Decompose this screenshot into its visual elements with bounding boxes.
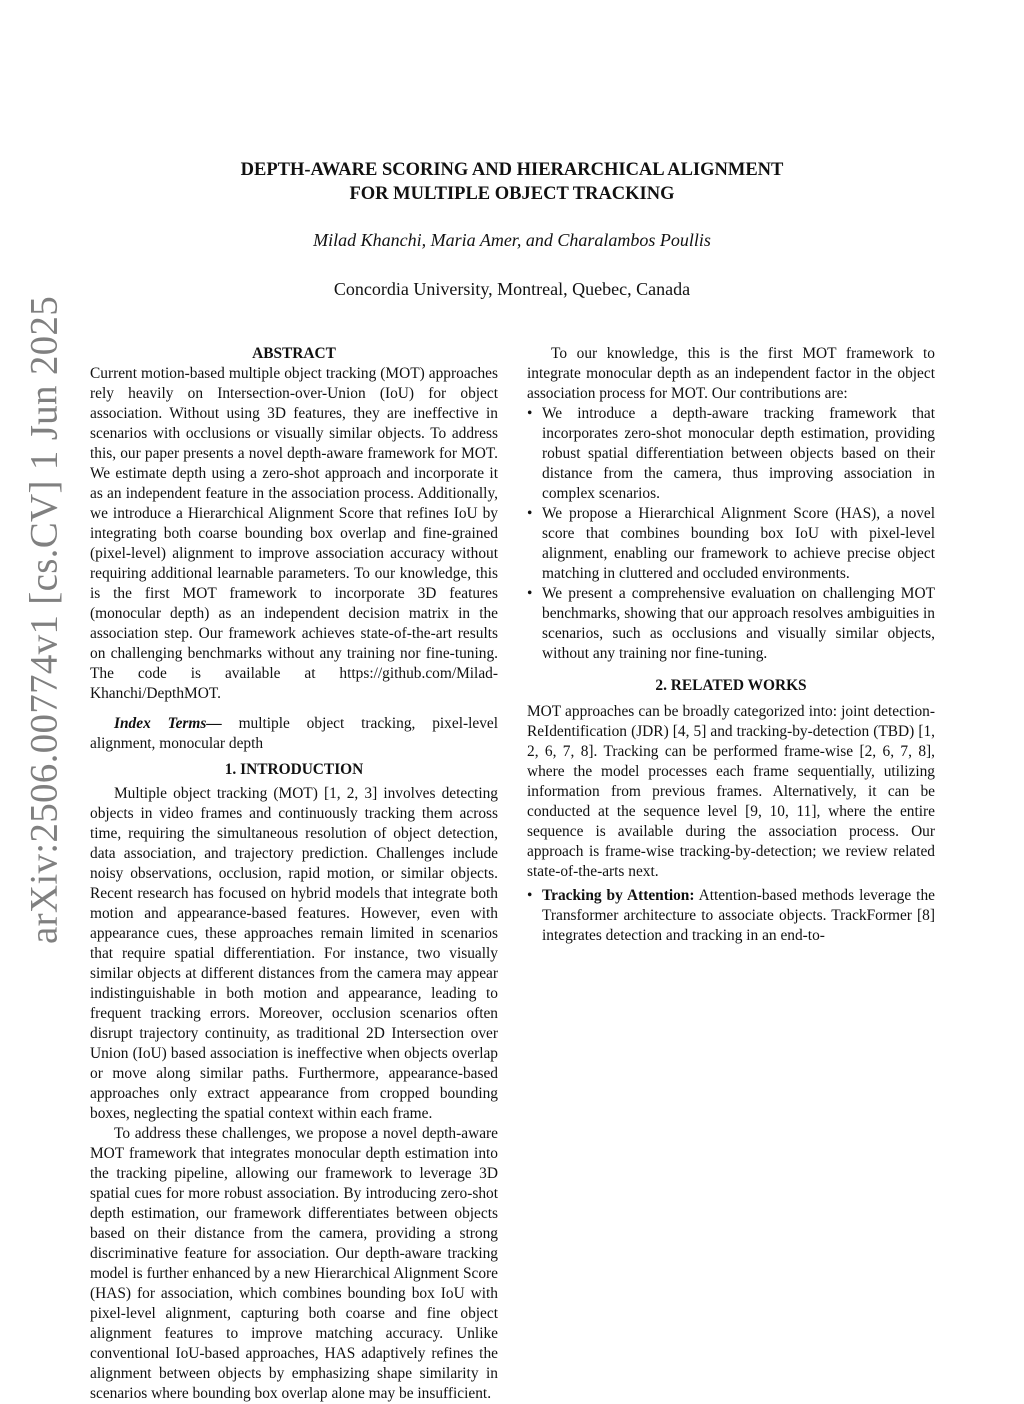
related-works-list [527,886,935,946]
paper-title [130,158,894,206]
introduction-paragraph-3: To our knowledge, this is the first MOT framework to integrate monocular depth as an independent factor in the object association process for MOT. Our contributions are: [527,345,935,402]
contributions-list [527,404,935,664]
contribution-item: • We present a comprehensive evaluation on challenging MOT benchmarks, showing that our approach resolves ambiguities in scenarios, such as occlusions and visually similar objects, without any training nor fine-tuning. [527,584,935,664]
introduction-paragraph-2: To address these challenges, we propose a novel depth-aware MOT framework that integrates monocular depth estimation into the tracking pipeline, allowing our framework to leverage 3D spatial cues for more robust association. By introducing zero-shot depth estimation, our framework differentiates between objects based on their distance from the camera, providing a strong discriminative feature for association. Our depth-aware tracking model is further enhanced by a new Hierarchical Alignment Score (HAS) for association, which combines bounding box IoU with pixel-level alignment, capturing both coarse and fine object alignment features to improve matching accuracy. Unlike conventional IoU-based approaches, HAS adaptively refines the alignment between objects by emphasizing shape similarity in scenarios where bounding box overlap alone may be insufficient. [90,1125,498,1402]
title-line-1: DEPTH-AWARE SCORING AND HIERARCHICAL ALIGNMENT [240,160,784,180]
title-line-2: FOR MULTIPLE OBJECT TRACKING [349,184,675,204]
index-terms-text: multiple object tracking, pixel-level alignment, monocular depth [90,715,498,752]
related-works-item-label: Tracking by Attention: [542,887,695,904]
related-works-heading: 2. RELATED WORKS [655,677,807,694]
related-works-item-text: Attention-based methods leverage the Transformer architecture to associate objects. TrackFormer [8] integrates detection and tracking in an end-to- [542,887,935,944]
authors: Milad Khanchi, Maria Amer, and Charalambos Poullis [313,230,711,250]
arxiv-identifier: arXiv:2506.00774v1 [cs.CV] 1 Jun 2025 [22,295,66,945]
abstract-heading: ABSTRACT [252,345,336,362]
index-terms-label: Index Terms— [114,715,222,732]
left-column [90,344,498,1404]
right-column [527,344,935,946]
index-terms [90,714,498,754]
contribution-item: • We propose a Hierarchical Alignment Score (HAS), a novel score that combines bounding box IoU with pixel-level alignment, enabling our framework to achieve precise object matching in cluttered and occluded environments. [527,504,935,584]
related-works-paragraph-1: MOT approaches can be broadly categorized into: joint detection-ReIdentification (JDR) [4, 5] and tracking-by-detection (TBD) [1, 2, 6, 7, 8]. Tracking can be performed frame-wise [2, 6, 7, 8], where the model processes each frame sequentially, utilizing information from previous frames. Alternatively, it can be conducted at the sequence level [9, 10, 11], where the entire sequence is available during the association process. Our approach is frame-wise tracking-by-detection; we review related state-of-the-arts next. [527,703,935,880]
contribution-item: • We introduce a depth-aware tracking framework that incorporates zero-shot monocular depth estimation, providing robust spatial differentiation between objects based on their distance from the camera, thus improving association in complex scenarios. [527,404,935,504]
abstract-text: Current motion-based multiple object tracking (MOT) approaches rely heavily on Intersection-over-Union (IoU) for object association. Without using 3D features, they are ineffective in scenarios with occlusions or visually similar objects. To address this, our paper presents a novel depth-aware framework for MOT. We estimate depth using a zero-shot approach and incorporate it as an independent feature in the association process. Additionally, we introduce a Hierarchical Alignment Score that refines IoU by integrating both coarse bounding box overlap and fine-grained (pixel-level) alignment to improve association accuracy without requiring additional learnable parameters. To our knowledge, this is the first MOT framework to incorporate 3D features (monocular depth) as an independent decision matrix in the association step. Our framework achieves state-of-the-art results on challenging benchmarks without any training nor fine-tuning. The code is available at https://github.com/Milad-Khanchi/DepthMOT. [90,365,498,702]
affiliation: Concordia University, Montreal, Quebec, Canada [333,279,691,299]
introduction-paragraph-1: Multiple object tracking (MOT) [1, 2, 3] involves detecting objects in video frames and continuously tracking them across time, requiring the simultaneous resolution of object detection, data association, and trajectory prediction. Challenges include noisy observations, occlusion, rapid motion, or similar objects. Recent research has focused on hybrid models that integrate both motion and appearance-based features. However, even with appearance cues, these approaches remain limited in scenarios that require spatial differentiation. For instance, two visually similar objects at different distances from the camera may appear indistinguishable in both motion and appearance, leading to frequent tracking errors. Moreover, occlusion scenarios often disrupt trajectory continuity, as traditional 2D Intersection over Union (IoU) based association is ineffective when objects overlap or move along similar paths. Furthermore, appearance-based approaches only extract appearance from cropped bounding boxes, neglecting the spatial context within each frame. [90,785,498,1122]
introduction-heading: 1. INTRODUCTION [224,761,364,778]
related-works-item [527,886,935,946]
